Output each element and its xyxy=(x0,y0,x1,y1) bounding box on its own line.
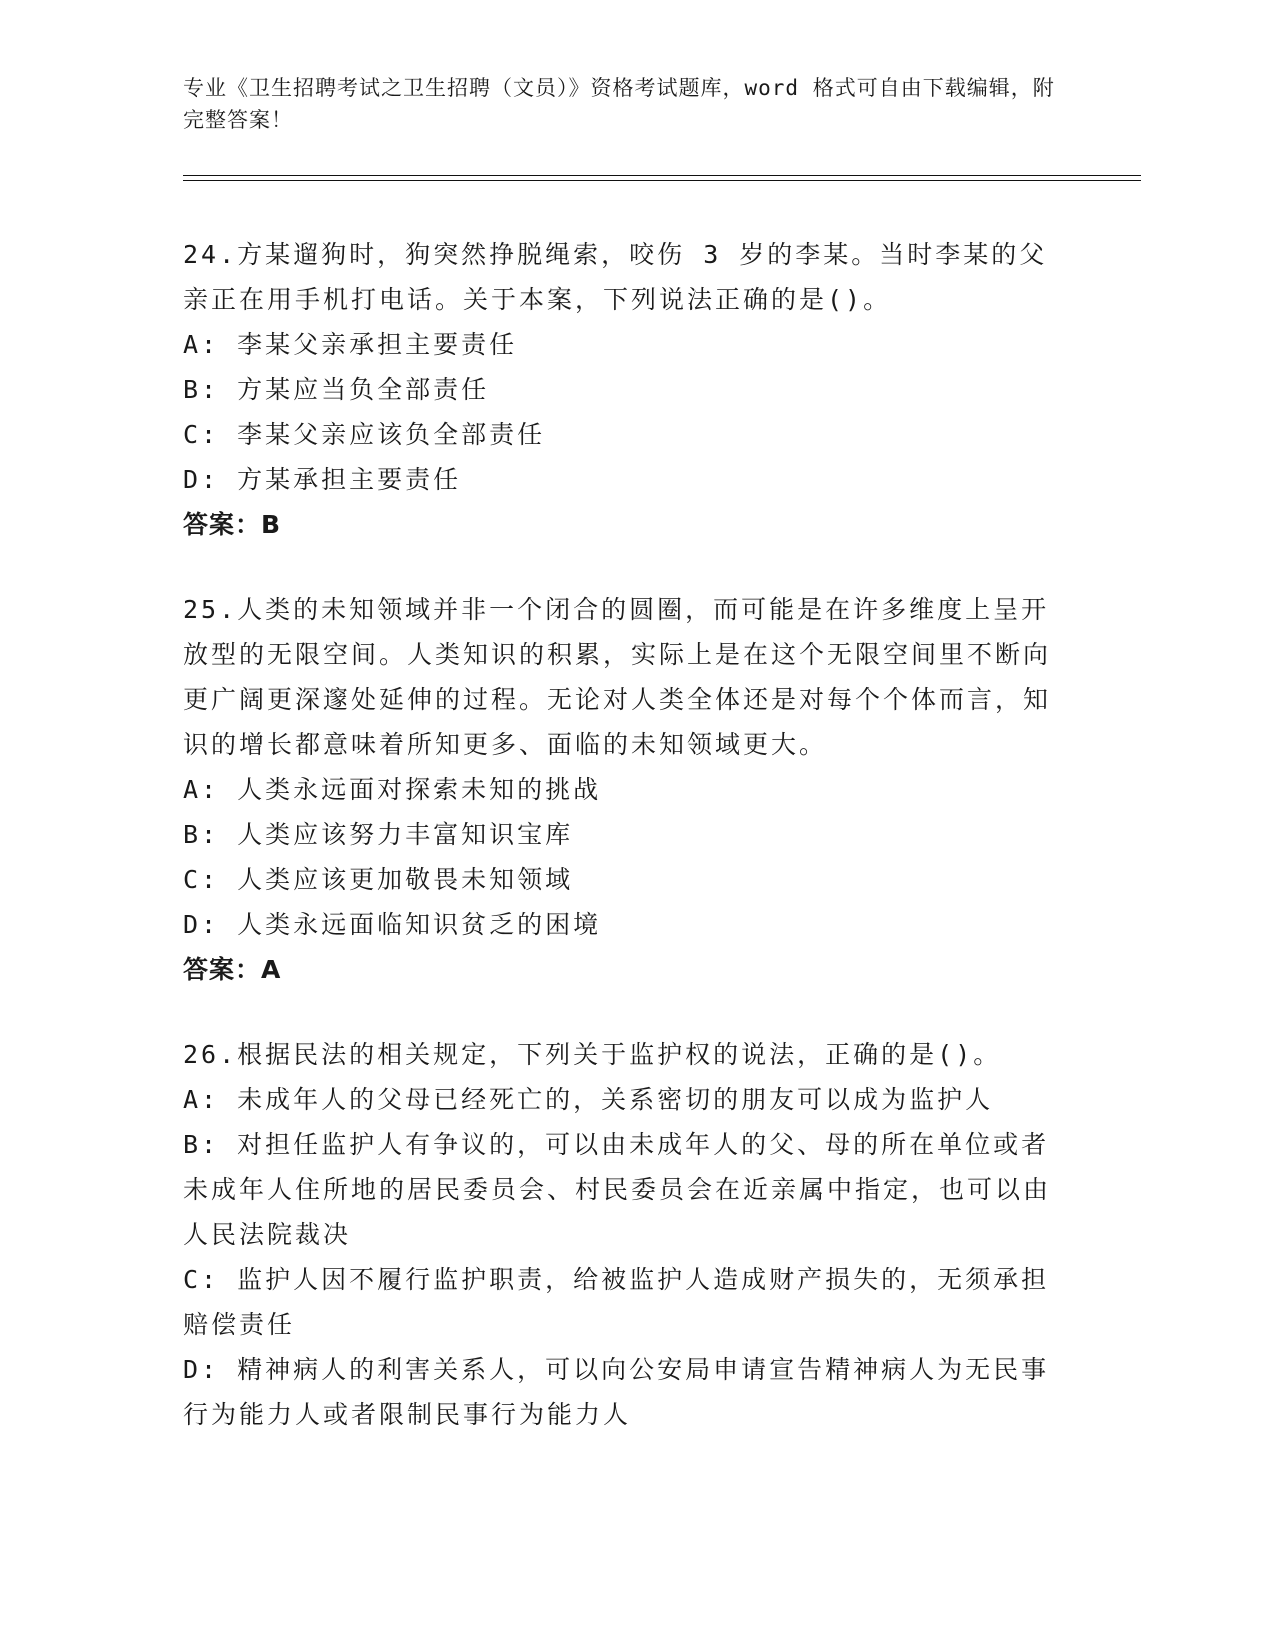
question-25 xyxy=(183,587,1068,992)
option-a: A: 人类永远面对探索未知的挑战 xyxy=(183,775,602,804)
option-c: C: 监护人因不履行监护职责，给被监护人造成财产损失的，无须承担赔偿责任 xyxy=(183,1265,1050,1339)
question-stem: 24.方某遛狗时，狗突然挣脱绳索，咬伤 3 岁的李某。当时李某的父亲正在用手机打电话。关于本案，下列说法正确的是()。 xyxy=(183,240,1048,314)
option-a: A: 未成年人的父母已经死亡的，关系密切的朋友可以成为监护人 xyxy=(183,1085,994,1114)
option-c: C: 人类应该更加敬畏未知领域 xyxy=(183,865,574,894)
option-b: B: 对担任监护人有争议的，可以由未成年人的父、母的所在单位或者未成年人住所地的居民委员会、村民委员会在近亲属中指定，也可以由人民法院裁决 xyxy=(183,1130,1052,1249)
question-stem: 26.根据民法的相关规定，下列关于监护权的说法，正确的是()。 xyxy=(183,1040,1002,1069)
header-divider-top xyxy=(183,175,1141,176)
option-d: D: 人类永远面临知识贫乏的困境 xyxy=(183,910,602,939)
option-a: A: 李某父亲承担主要责任 xyxy=(183,330,518,359)
option-c: C: 李某父亲应该负全部责任 xyxy=(183,420,546,449)
question-26 xyxy=(183,1032,1068,1437)
answer-label: 答案：A xyxy=(183,955,282,984)
question-24 xyxy=(183,232,1068,547)
option-d: D: 精神病人的利害关系人，可以向公安局申请宣告精神病人为无民事行为能力人或者限制民事行为能力人 xyxy=(183,1355,1050,1429)
question-list xyxy=(183,232,1068,1477)
question-stem: 25.人类的未知领域并非一个闭合的圆圈，而可能是在许多维度上呈开放型的无限空间。人类知识的积累，实际上是在这个无限空间里不断向更广阔更深邃处延伸的过程。无论对人类全体还是对每个个体而言，知识的增长都意味着所知更多、面临的未知领域更大。 xyxy=(183,595,1052,759)
option-b: B: 人类应该努力丰富知识宝库 xyxy=(183,820,574,849)
option-d: D: 方某承担主要责任 xyxy=(183,465,462,494)
document-header: 专业《卫生招聘考试之卫生招聘（文员）》资格考试题库，word 格式可自由下载编辑，附完整答案！ xyxy=(183,76,1055,132)
header-divider-bottom xyxy=(183,180,1141,181)
option-b: B: 方某应当负全部责任 xyxy=(183,375,490,404)
answer-label: 答案：B xyxy=(183,510,282,539)
